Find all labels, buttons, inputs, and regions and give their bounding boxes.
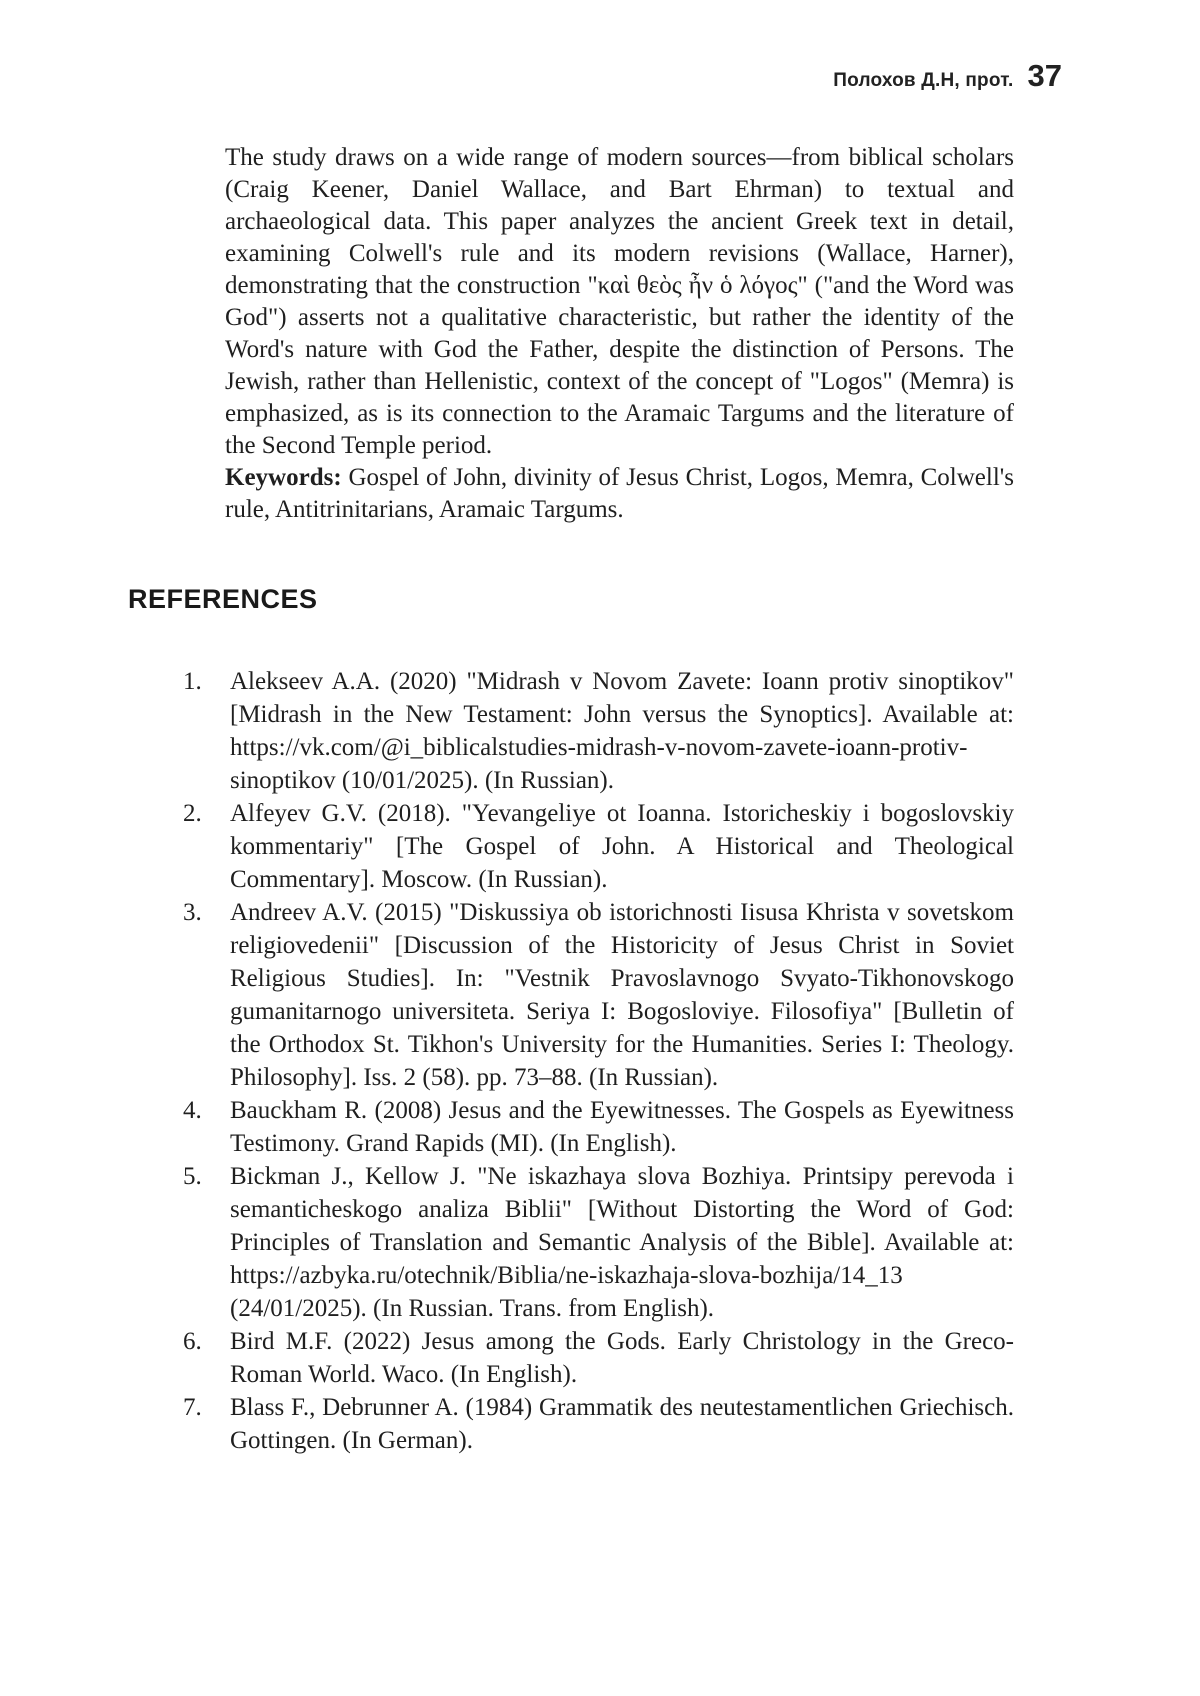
page-header xyxy=(833,58,1062,94)
page-number: 37 xyxy=(1027,58,1062,93)
reference-item xyxy=(183,1391,1014,1457)
reference-text: Alfeyev G.V. (2018). "Yevangeliye ot Ioanna. Istoricheskiy i bogoslovskiy kommentariy" [The Gospel of John. A Historical and Theological Commentary]. Moscow. (In Russian). xyxy=(230,800,1014,893)
reference-text: Bauckham R. (2008) Jesus and the Eyewitnesses. The Gospels as Eyewitness Testimony. Grand Rapids (MI). (In English). xyxy=(230,1097,1014,1157)
reference-number: 2. xyxy=(183,800,202,827)
reference-number: 7. xyxy=(183,1394,202,1421)
references-heading: REFERENCES xyxy=(128,584,318,614)
reference-item xyxy=(183,1325,1014,1391)
keywords-line xyxy=(225,462,1014,526)
running-title: Полохов Д.Н, прот. xyxy=(833,70,1014,91)
keywords-text: Gospel of John, divinity of Jesus Christ, Logos, Memra, Colwell's rule, Antitrinitarians, Aramaic Targums. xyxy=(225,464,1014,523)
reference-item xyxy=(183,797,1014,896)
reference-number: 4. xyxy=(183,1097,202,1124)
reference-number: 5. xyxy=(183,1163,202,1190)
abstract-section xyxy=(225,142,1014,526)
reference-text: Bird M.F. (2022) Jesus among the Gods. Early Christology in the Greco-Roman World. Waco. (In English). xyxy=(230,1328,1014,1388)
reference-number: 6. xyxy=(183,1328,202,1355)
reference-number: 1. xyxy=(183,668,202,695)
reference-item xyxy=(183,665,1014,797)
reference-item xyxy=(183,1160,1014,1325)
reference-number: 3. xyxy=(183,899,202,926)
reference-list xyxy=(183,665,1014,1457)
content-column xyxy=(128,142,1014,1457)
reference-item xyxy=(183,896,1014,1094)
reference-text: Andreev A.V. (2015) "Diskussiya ob istorichnosti Iisusa Khrista v sovetskom religiovedenii" [Discussion of the Historicity of Jesus Christ in Soviet Religious Studies]. In: "Vestnik Pravoslavnogo Svyato-Tikhonovskogo gumanitarnogo universiteta. Seriya I: Bogosloviye. Filosofiya" [Bulletin of the Orthodox St. Tikhon's University for the Humanities. Series I: Theology. Philosophy]. Iss. 2 (58). pp. 73–88. (In Russian). xyxy=(230,899,1014,1091)
reference-text: Alekseev A.A. (2020) "Midrash v Novom Zavete: Ioann protiv sinoptikov" [Midrash in the New Testament: John versus the Synoptics]. Available at: https://vk.com/@i_biblicalstudies-midrash-v-novom-zavete-ioann-protiv-sinoptikov (10/01/2025). (In Russian). xyxy=(230,668,1014,794)
reference-item xyxy=(183,1094,1014,1160)
keywords-label: Keywords: xyxy=(225,464,342,491)
reference-text: Bickman J., Kellow J. "Ne iskazhaya slova Bozhiya. Printsipy perevoda i semanticheskogo analiza Biblii" [Without Distorting the Word of God: Principles of Translation and Semantic Analysis of the Bible]. Available at: https://azbyka.ru/otechnik/Biblia/ne-iskazhaja-slova-bozhija/14_13 (24/01/2025). (In Russian. Trans. from English). xyxy=(230,1163,1014,1322)
abstract-text: The study draws on a wide range of modern sources—from biblical scholars (Craig Keener, Daniel Wallace, and Bart Ehrman) to textual and archaeological data. This paper analyzes the ancient Greek text in detail, examining Colwell's rule and its modern revisions (Wallace, Harner), demonstrating that the construction "καὶ θεὸς ἦν ὁ λόγος" ("and the Word was God") asserts not a qualitative characteristic, but rather the identity of the Word's nature with God the Father, despite the distinction of Persons. The Jewish, rather than Hellenistic, context of the concept of "Logos" (Memra) is emphasized, as is its connection to the Aramaic Targums and the literature of the Second Temple period. xyxy=(225,144,1014,459)
reference-text: Blass F., Debrunner A. (1984) Grammatik des neutestamentlichen Griechisch. Gottingen. (In German). xyxy=(230,1394,1014,1454)
